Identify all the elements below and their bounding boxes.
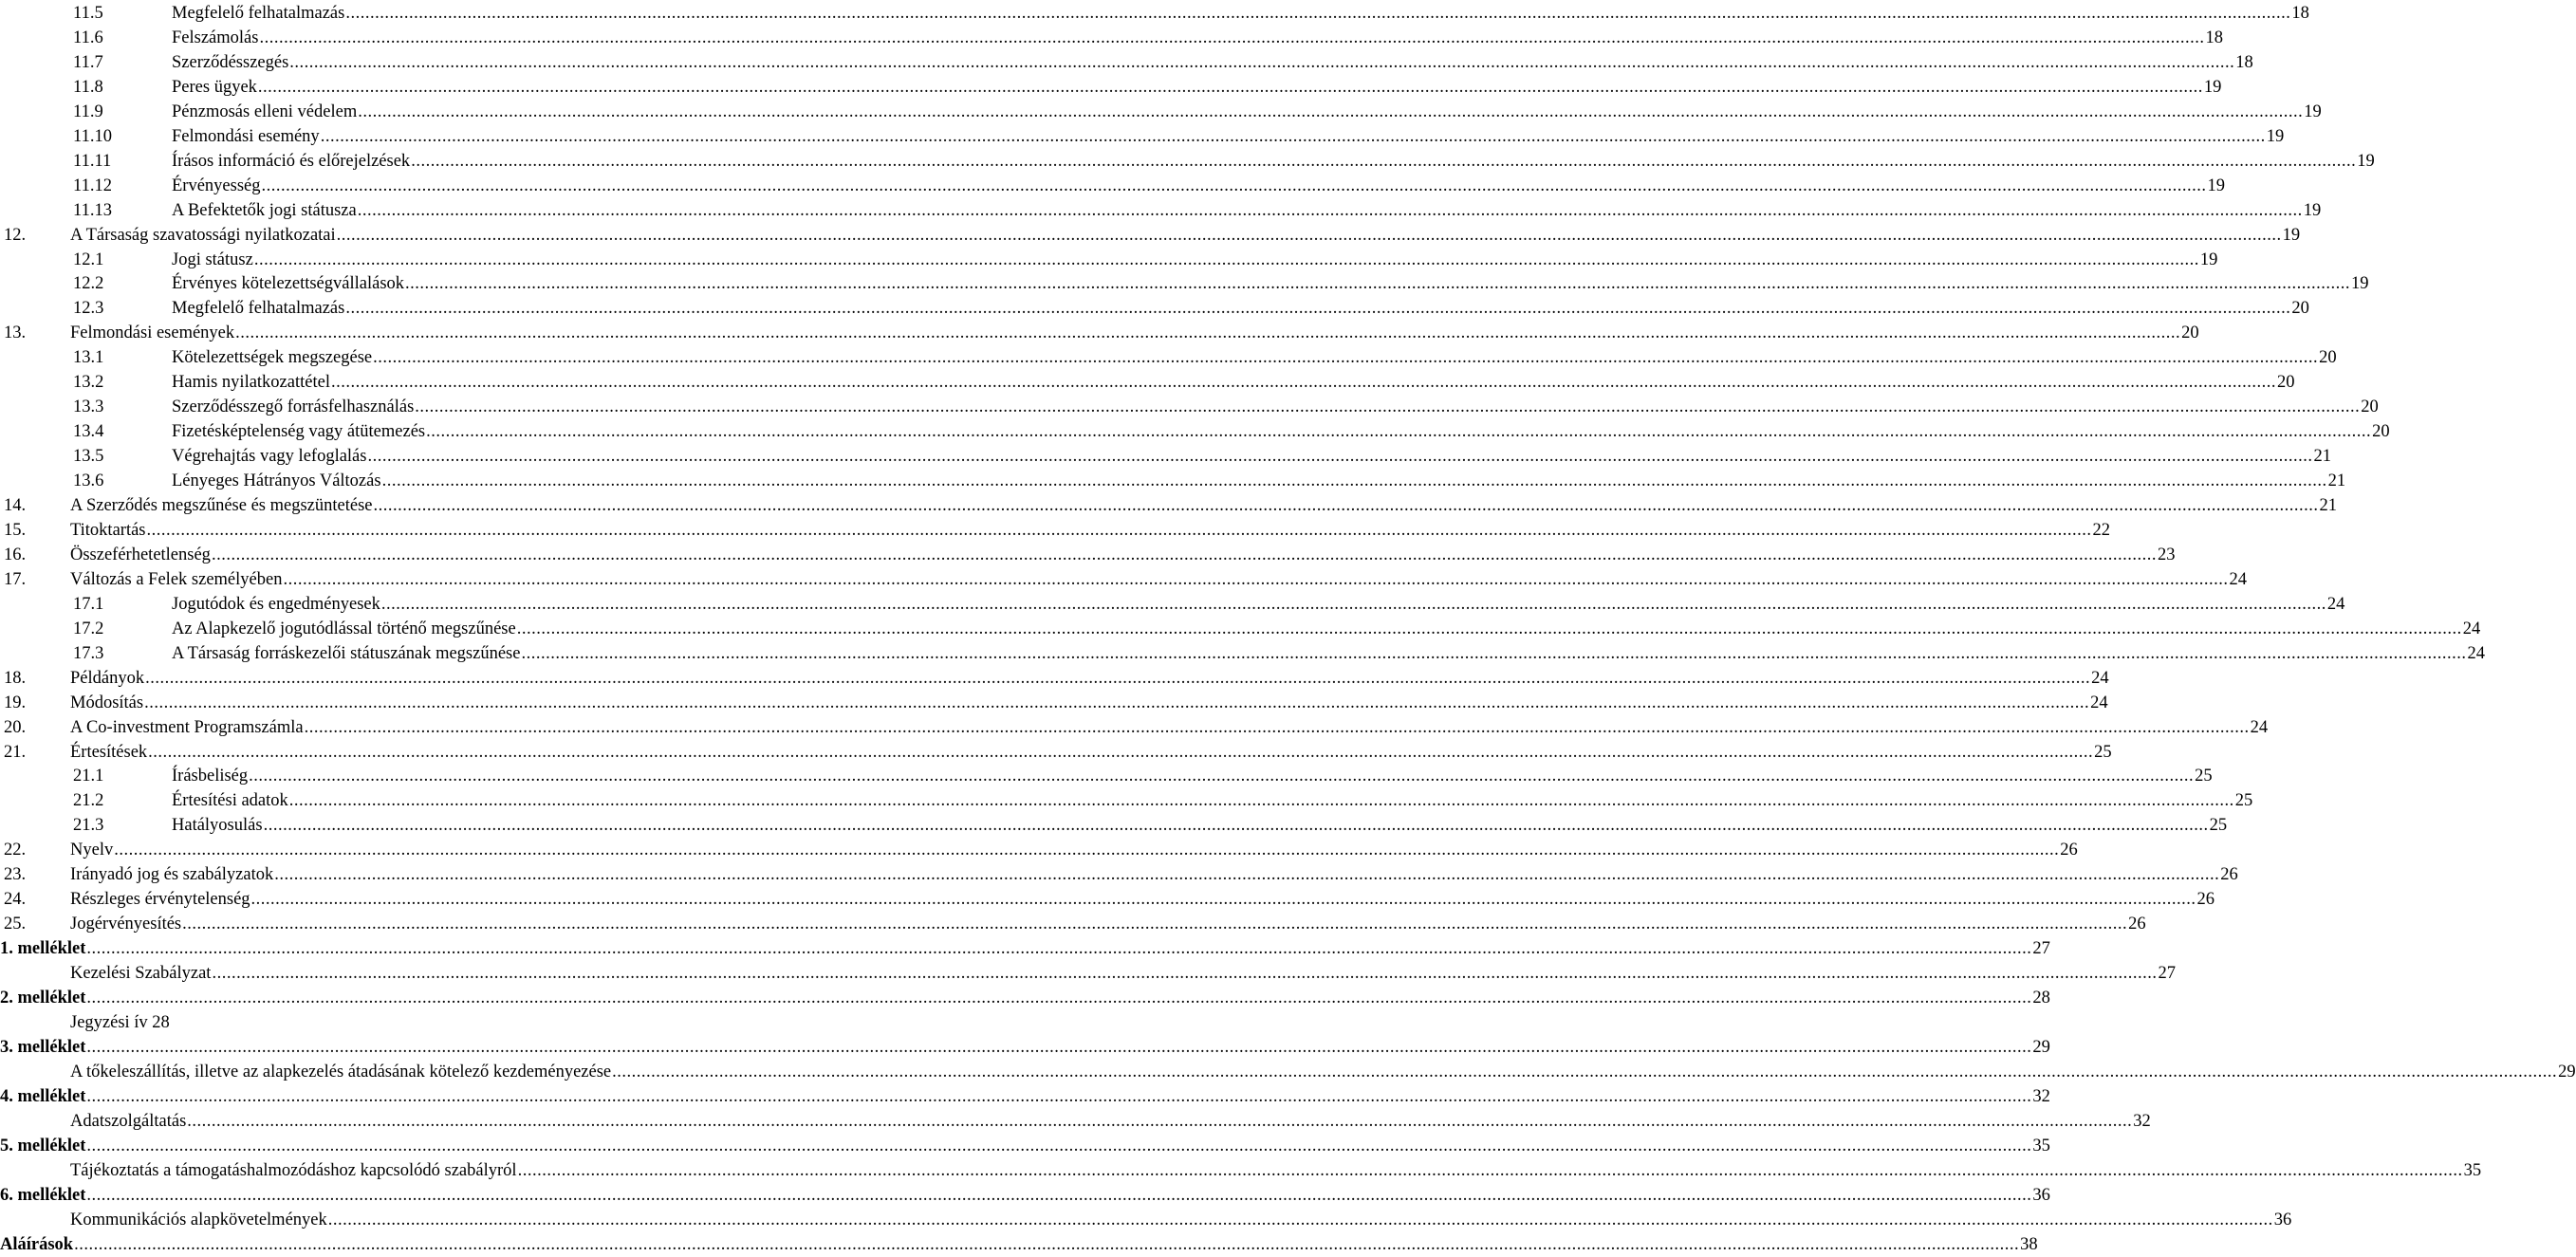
toc-entry-page: 19: [2304, 102, 2322, 121]
toc-entry[interactable]: [73, 271, 2369, 296]
dot-leader: ................................................................................................................................................................................................................................................................................................................................................................................................................: [288, 791, 2234, 811]
toc-entry-title: A Társaság szavatossági nyilatkozatai: [70, 225, 336, 245]
toc-entry-page: 19: [2351, 274, 2369, 294]
toc-entry-page: 23: [2157, 545, 2176, 564]
toc-entry-page: 38: [2020, 1234, 2038, 1254]
dot-leader: ................................................................................................................................................................................................................................................................................................................................................................................................................: [114, 841, 2060, 860]
toc-entry-page: 20: [2372, 422, 2390, 442]
dot-leader: ................................................................................................................................................................................................................................................................................................................................................................................................................: [289, 52, 2235, 72]
toc-entry-number: 11.6: [73, 28, 103, 47]
toc-entry[interactable]: [4, 518, 2110, 543]
toc-entry-page: 36: [2032, 1185, 2050, 1205]
toc-entry-page: 19: [2199, 250, 2218, 269]
toc-entry-title: Kötelezettségek megszegése: [172, 348, 373, 368]
toc-entry-title: Értesítési adatok: [172, 791, 288, 811]
toc-entry-title: Változás a Felek személyében: [70, 569, 283, 589]
dot-leader: ................................................................................................................................................................................................................................................................................................................................................................................................................: [415, 397, 2361, 417]
dot-leader: ................................................................................................................................................................................................................................................................................................................................................................................................................: [211, 545, 2157, 564]
toc-entry-number: 12.1: [73, 250, 104, 269]
toc-entry-number: 17.1: [73, 594, 104, 614]
toc-entry-page: 27: [2158, 964, 2176, 984]
toc-entry[interactable]: [73, 813, 2228, 838]
dot-leader: ................................................................................................................................................................................................................................................................................................................................................................................................................: [249, 767, 2195, 786]
dot-leader: ................................................................................................................................................................................................................................................................................................................................................................................................................: [373, 348, 2319, 368]
dot-leader: ................................................................................................................................................................................................................................................................................................................................................................................................................: [86, 1136, 2032, 1155]
toc-entry-page: 32: [2133, 1111, 2151, 1131]
toc-entry-page: 22: [2092, 520, 2110, 540]
toc-entry-title: Hamis nyilatkozattétel: [172, 373, 330, 393]
toc-entry-title: Kommunikációs alapkövetelmények: [70, 1210, 327, 1229]
dot-leader: ................................................................................................................................................................................................................................................................................................................................................................................................................: [358, 102, 2304, 121]
toc-entry-page: 18: [2235, 52, 2253, 72]
toc-entry[interactable]: [70, 961, 2176, 986]
toc-entry[interactable]: [73, 1, 2309, 26]
toc-entry-number: 11.7: [73, 52, 103, 72]
toc-entry[interactable]: [4, 862, 2238, 887]
toc-entry-page: 18: [2291, 4, 2309, 23]
toc-entry-page: 24: [2467, 643, 2485, 663]
toc-entry-title: 5. melléklet: [0, 1136, 86, 1155]
toc-entry[interactable]: [73, 764, 2213, 788]
toc-entry-title: Megfelelő felhatalmazás: [172, 4, 345, 23]
toc-entry-number: 11.11: [73, 151, 112, 171]
dot-leader: ................................................................................................................................................................................................................................................................................................................................................................................................................: [182, 915, 2128, 934]
toc-entry-title: Végrehajtás vagy lefoglalás: [172, 447, 367, 467]
dot-leader: ................................................................................................................................................................................................................................................................................................................................................................................................................: [516, 619, 2462, 638]
toc-entry-title: Titoktartás: [70, 520, 146, 540]
toc-entry-number: 13.1: [73, 348, 104, 368]
toc-entry-number: 14.: [4, 496, 27, 515]
toc-entry-title: Felmondási események: [70, 323, 235, 343]
dot-leader: ................................................................................................................................................................................................................................................................................................................................................................................................................: [274, 865, 2220, 885]
toc-entry-number: 21.3: [73, 816, 104, 836]
toc-entry-page: 25: [2094, 742, 2112, 762]
toc-entry[interactable]: [73, 641, 2485, 666]
dot-leader: ................................................................................................................................................................................................................................................................................................................................................................................................................: [327, 1210, 2273, 1229]
toc-entry-title: 4. melléklet: [0, 1086, 86, 1106]
toc-entry[interactable]: [70, 1158, 2482, 1183]
toc-entry[interactable]: [0, 1134, 2050, 1158]
toc-entry-page: 21: [2313, 447, 2331, 467]
toc-entry-title: Jogutódok és engedményesek: [172, 594, 380, 614]
toc-entry-number: 21.: [4, 742, 27, 762]
toc-entry[interactable]: [70, 1010, 908, 1035]
toc-entry-title: Lényeges Hátrányos Változás: [172, 471, 381, 491]
toc-entry[interactable]: [4, 691, 2108, 715]
toc-entry-page: 24: [2091, 668, 2109, 688]
toc-entry[interactable]: [73, 444, 2331, 469]
toc-entry-page: 19: [2203, 77, 2222, 97]
toc-entry-number: 13.2: [73, 373, 104, 393]
toc-entry-number: 13.: [4, 323, 27, 343]
toc-entry-number: 19.: [4, 693, 27, 712]
toc-entry-title: Kezelési Szabályzat: [70, 964, 212, 984]
toc-entry-number: 11.8: [73, 77, 103, 97]
toc-entry[interactable]: [4, 493, 2338, 518]
toc-entry-title: Részleges érvénytelenség: [70, 890, 250, 910]
dot-leader: ................................................................................................................................................................................................................................................................................................................................................................................................................: [517, 1160, 2463, 1180]
toc-entry-title: A Co-investment Programszámla: [70, 717, 304, 737]
toc-entry-title: Jogi státusz: [172, 250, 253, 269]
toc-entry-page: 20: [2291, 299, 2309, 319]
toc-entry-page: 24: [2462, 619, 2481, 638]
dot-leader: ................................................................................................................................................................................................................................................................................................................................................................................................................: [320, 126, 2266, 146]
toc-entry[interactable]: [0, 1232, 2038, 1257]
toc-entry[interactable]: [4, 321, 2199, 345]
toc-entry-page: 29: [2032, 1037, 2050, 1057]
toc-entry-title: Összeférhetetlenség: [70, 545, 211, 564]
dot-leader: ................................................................................................................................................................................................................................................................................................................................................................................................................: [257, 77, 2203, 97]
dot-leader: ................................................................................................................................................................................................................................................................................................................................................................................................................: [304, 717, 2250, 737]
toc-entry-number: 17.: [4, 569, 27, 589]
toc-entry-number: 22.: [4, 841, 27, 860]
dot-leader: ................................................................................................................................................................................................................................................................................................................................................................................................................: [86, 1086, 2032, 1106]
toc-entry-title: Jogérvényesítés: [70, 915, 182, 934]
toc-entry-title: 6. melléklet: [0, 1185, 86, 1205]
toc-entry-page: 19: [2282, 225, 2301, 245]
toc-entry-page: 19: [2357, 151, 2375, 171]
toc-entry[interactable]: [0, 1035, 2050, 1060]
toc-entry-title: Tájékoztatás a támogatáshalmozódáshoz kapcsolódó szabályról: [70, 1160, 517, 1180]
toc-entry-page: 28: [2032, 989, 2050, 1007]
toc-entry-number: 11.9: [73, 102, 103, 121]
toc-entry[interactable]: [0, 1084, 2050, 1109]
toc-entry-page: 20: [2276, 373, 2295, 393]
dot-leader: ................................................................................................................................................................................................................................................................................................................................................................................................................: [345, 299, 2291, 319]
toc-entry[interactable]: [4, 912, 2146, 936]
dot-leader: ................................................................................................................................................................................................................................................................................................................................................................................................................: [187, 1111, 2133, 1131]
toc-entry-title: Értesítések: [70, 742, 148, 762]
toc-entry-page: 25: [2234, 791, 2253, 811]
toc-entry-title: Fizetésképtelenség vagy átütemezés: [172, 422, 426, 442]
toc-entry[interactable]: [70, 1109, 2151, 1134]
toc-entry[interactable]: [73, 149, 2375, 174]
toc-entry-title: Adatszolgáltatás: [70, 1111, 187, 1131]
toc-entry[interactable]: [4, 567, 2247, 592]
toc-entry-title: 2. melléklet: [0, 989, 86, 1007]
toc-entry-number: 12.2: [73, 274, 104, 294]
toc-entry-title: Szerződésszegő forrásfelhasználás: [172, 397, 415, 417]
toc-entry-number: 21.2: [73, 791, 104, 811]
toc-entry-title: Peres ügyek: [172, 77, 257, 97]
toc-entry-title: Nyelv: [70, 841, 114, 860]
toc-entry-number: 16.: [4, 545, 27, 564]
toc-entry-page: 26: [2128, 915, 2146, 934]
dot-leader: ................................................................................................................................................................................................................................................................................................................................................................................................................: [145, 668, 2091, 688]
toc-entry-title: Irányadó jog és szabályzatok: [70, 865, 274, 885]
toc-entry[interactable]: [73, 100, 2322, 124]
toc-entry-page: 24: [2229, 569, 2247, 589]
toc-entry-title: Felmondási esemény: [172, 126, 320, 146]
toc-entry-page: 24: [2250, 717, 2269, 737]
toc-entry[interactable]: [73, 26, 2223, 50]
toc-entry-title: Az Alapkezelő jogutódlással történő megszűnése: [172, 619, 516, 638]
toc-entry-number: 15.: [4, 520, 27, 540]
dot-leader: ................................................................................................................................................................................................................................................................................................................................................................................................................: [86, 989, 2032, 1007]
toc-entry[interactable]: [0, 1183, 2050, 1208]
toc-entry-page: 20: [2181, 323, 2199, 343]
toc-entry-title: A Társaság forráskezelői státuszának megszűnése: [172, 643, 521, 663]
toc-entry-number: 13.4: [73, 422, 104, 442]
toc-entry[interactable]: [0, 986, 2050, 1010]
toc-entry-number: 17.3: [73, 643, 104, 663]
toc-entry-title: Pénzmosás elleni védelem: [172, 102, 358, 121]
toc-entry-page: 18: [2205, 28, 2223, 47]
toc-entry[interactable]: [73, 592, 2345, 617]
dot-leader: ................................................................................................................................................................................................................................................................................................................................................................................................................: [380, 594, 2326, 614]
toc-entry-title: 1. melléklet: [0, 939, 86, 959]
dot-leader: ................................................................................................................................................................................................................................................................................................................................................................................................................: [283, 569, 2229, 589]
toc-entry-page: 35: [2463, 1160, 2482, 1180]
toc-entry-page: 24: [2326, 594, 2345, 614]
toc-entry-page: 35: [2032, 1136, 2050, 1155]
toc-entry-page: 26: [2060, 841, 2078, 860]
dot-leader: ................................................................................................................................................................................................................................................................................................................................................................................................................: [74, 1234, 2020, 1254]
toc-entry-title: Érvényes kötelezettségvállalások: [172, 274, 405, 294]
toc-entry-page: 25: [2195, 767, 2213, 786]
dot-leader: ................................................................................................................................................................................................................................................................................................................................................................................................................: [86, 1185, 2032, 1205]
toc-entry-number: 25.: [4, 915, 27, 934]
toc-entry-title: A Befektetők jogi státusza: [172, 200, 357, 220]
toc-entry-number: 11.10: [73, 126, 112, 146]
dot-leader: ................................................................................................................................................................................................................................................................................................................................................................................................................: [146, 520, 2092, 540]
dot-leader: ................................................................................................................................................................................................................................................................................................................................................................................................................: [263, 816, 2209, 836]
toc-entry-page: 27: [2032, 939, 2050, 959]
toc-entry-number: 18.: [4, 668, 27, 688]
toc-entry[interactable]: [73, 370, 2295, 395]
dot-leader: ................................................................................................................................................................................................................................................................................................................................................................................................................: [212, 964, 2158, 984]
dot-leader: ................................................................................................................................................................................................................................................................................................................................................................................................................: [261, 176, 2207, 195]
toc-entry[interactable]: [73, 788, 2253, 813]
dot-leader: ................................................................................................................................................................................................................................................................................................................................................................................................................: [330, 373, 2276, 393]
toc-entry-title: Példányok: [70, 668, 145, 688]
dot-leader: ................................................................................................................................................................................................................................................................................................................................................................................................................: [381, 471, 2327, 491]
toc-entry-page: 19: [2266, 126, 2285, 146]
dot-leader: ................................................................................................................................................................................................................................................................................................................................................................................................................: [373, 496, 2319, 515]
toc-entry-title: Szerződésszegés: [172, 52, 289, 72]
toc-entry-title: Aláírások: [0, 1234, 74, 1254]
toc-entry[interactable]: [4, 666, 2109, 691]
toc-entry-title: Írásbeliség: [172, 767, 249, 786]
toc-entry[interactable]: [73, 198, 2322, 223]
dot-leader: ................................................................................................................................................................................................................................................................................................................................................................................................................: [521, 643, 2467, 663]
toc-entry-title: A tőkeleszállítás, illetve az alapkezelés átadásának kötelező kezdeményezése: [70, 1062, 612, 1081]
toc-entry-page: 25: [2209, 816, 2228, 836]
toc-entry[interactable]: [70, 1208, 2292, 1232]
dot-leader: ................................................................................................................................................................................................................................................................................................................................................................................................................: [259, 28, 2205, 47]
toc-entry-title: Felszámolás: [172, 28, 259, 47]
toc-entry[interactable]: [4, 223, 2301, 248]
toc-entry[interactable]: [4, 838, 2078, 862]
dot-leader: ................................................................................................................................................................................................................................................................................................................................................................................................................: [426, 422, 2372, 442]
toc-entry-number: 12.3: [73, 299, 104, 319]
toc-entry[interactable]: [73, 395, 2379, 419]
toc-entry[interactable]: [4, 543, 2176, 567]
toc-entry-number: 11.13: [73, 200, 112, 220]
toc-entry-page: 19: [2303, 200, 2322, 220]
toc-entry-number: 20.: [4, 717, 27, 737]
toc-entry-page: 26: [2196, 890, 2215, 910]
dot-leader: ................................................................................................................................................................................................................................................................................................................................................................................................................: [144, 693, 2090, 712]
toc-entry[interactable]: [4, 715, 2269, 740]
toc-entry-title: 3. melléklet: [0, 1037, 86, 1057]
toc-entry-title: Megfelelő felhatalmazás: [172, 299, 345, 319]
dot-leader: ................................................................................................................................................................................................................................................................................................................................................................................................................: [357, 200, 2303, 220]
toc-entry-number: 11.5: [73, 4, 103, 23]
dot-leader: ................................................................................................................................................................................................................................................................................................................................................................................................................: [367, 447, 2313, 467]
toc-entry-page: 19: [2207, 176, 2225, 195]
toc-entry-page: 20: [2319, 348, 2337, 368]
toc-entry[interactable]: [4, 887, 2215, 912]
toc-entry-number: 13.3: [73, 397, 104, 417]
toc-entry-page: 21: [2319, 496, 2338, 515]
toc-entry[interactable]: [73, 469, 2346, 493]
toc-entry[interactable]: [73, 75, 2222, 100]
toc-entry-page: 29: [2558, 1062, 2576, 1081]
toc-entry-page: 20: [2361, 397, 2379, 417]
toc-entry-title: Módosítás: [70, 693, 144, 712]
dot-leader: ................................................................................................................................................................................................................................................................................................................................................................................................................: [235, 323, 2181, 343]
toc-entry[interactable]: [73, 345, 2337, 370]
toc-entry-number: 13.5: [73, 447, 104, 467]
dot-leader: ................................................................................................................................................................................................................................................................................................................................................................................................................: [336, 225, 2282, 245]
toc-entry[interactable]: [73, 248, 2218, 272]
toc-entry-title: Hatályosulás: [172, 816, 263, 836]
dot-leader: ................................................................................................................................................................................................................................................................................................................................................................................................................: [250, 890, 2196, 910]
toc-entry[interactable]: [73, 617, 2481, 641]
dot-leader: ................................................................................................................................................................................................................................................................................................................................................................................................................: [411, 151, 2357, 171]
toc-entry[interactable]: [4, 740, 2112, 765]
toc-entry[interactable]: [73, 419, 2390, 444]
toc-entry-title: Írásos információ és előrejelzések: [172, 151, 411, 171]
toc-entry[interactable]: [0, 936, 2050, 961]
dot-leader: ................................................................................................................................................................................................................................................................................................................................................................................................................: [345, 4, 2291, 23]
toc-entry-number: 11.12: [73, 176, 112, 195]
dot-leader: ................................................................................................................................................................................................................................................................................................................................................................................................................: [148, 742, 2094, 762]
toc-entry-number: 21.1: [73, 767, 104, 786]
toc-entry-number: 24.: [4, 890, 27, 910]
dot-leader: ................................................................................................................................................................................................................................................................................................................................................................................................................: [612, 1062, 2558, 1081]
dot-leader: ................................................................................................................................................................................................................................................................................................................................................................................................................: [253, 250, 2199, 269]
toc-entry-title: Érvényesség: [172, 176, 261, 195]
toc-entry-page: 32: [2032, 1086, 2050, 1106]
toc-entry-number: 13.6: [73, 471, 104, 491]
toc-entry-title: Jegyzési ív 28: [70, 1012, 170, 1032]
toc-entry-page: 21: [2327, 471, 2346, 491]
dot-leader: ................................................................................................................................................................................................................................................................................................................................................................................................................: [86, 939, 2032, 959]
toc-entry-page: 24: [2090, 693, 2108, 712]
toc-entry-page: 36: [2273, 1210, 2292, 1229]
toc-entry-number: 12.: [4, 225, 27, 245]
toc-entry-title: A Szerződés megszűnése és megszüntetése: [70, 496, 373, 515]
toc-entry[interactable]: [70, 1060, 2576, 1084]
toc-entry-number: 23.: [4, 865, 27, 885]
dot-leader: ................................................................................................................................................................................................................................................................................................................................................................................................................: [86, 1037, 2032, 1057]
toc-entry[interactable]: [73, 50, 2253, 75]
toc-entry[interactable]: [73, 174, 2225, 198]
toc-entry-page: 26: [2220, 865, 2238, 885]
toc-entry[interactable]: [73, 124, 2285, 149]
toc-entry-number: 17.2: [73, 619, 104, 638]
toc-entry[interactable]: [73, 296, 2309, 321]
dot-leader: ................................................................................................................................................................................................................................................................................................................................................................................................................: [405, 274, 2351, 294]
